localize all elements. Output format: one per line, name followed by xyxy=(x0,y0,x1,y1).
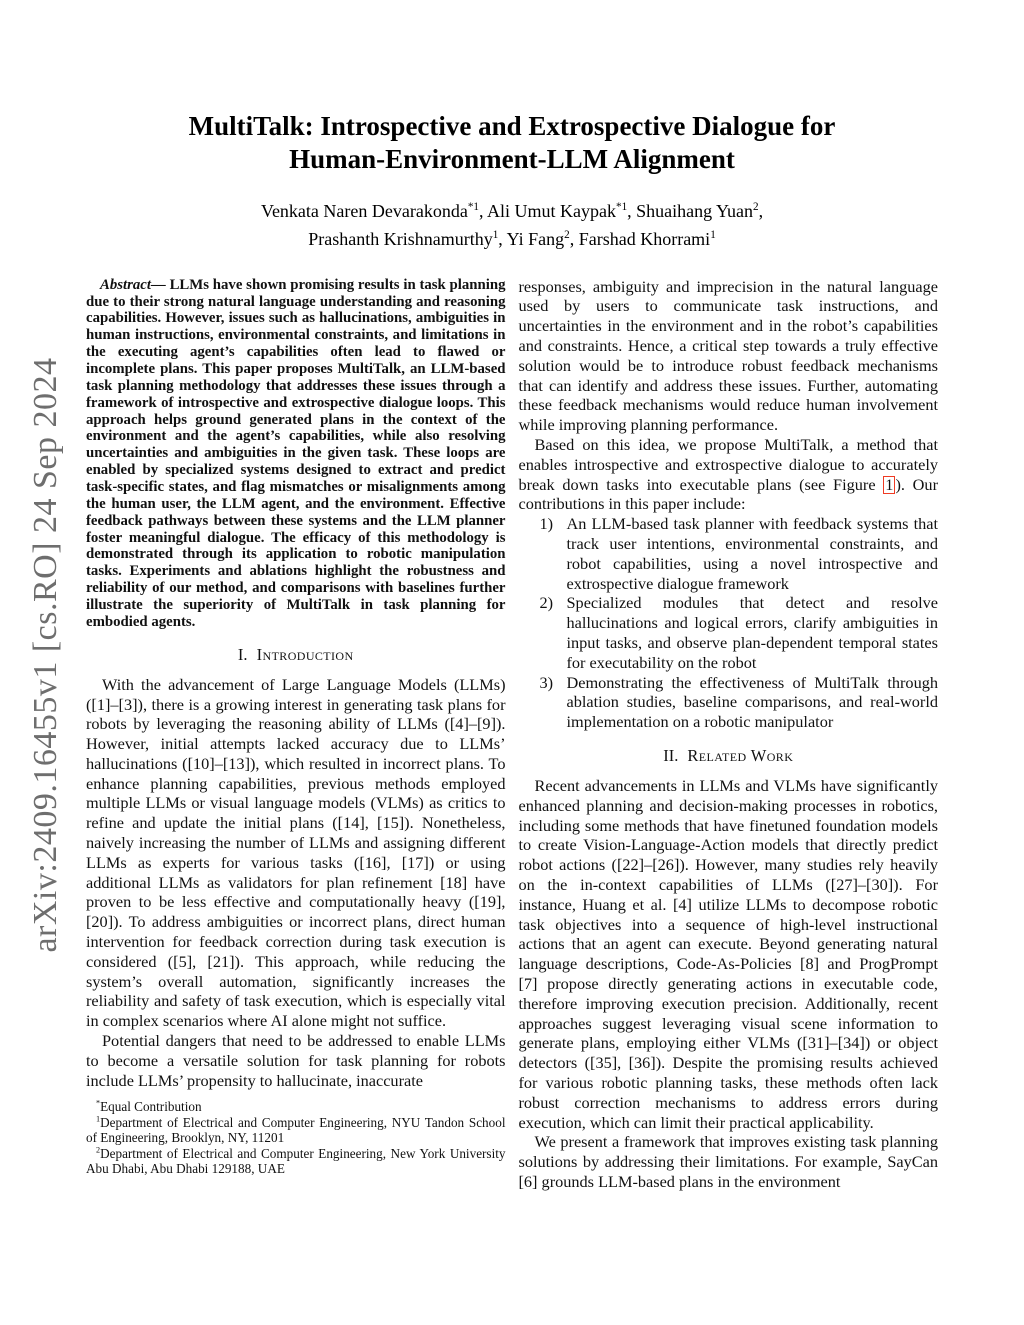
related-work-paragraph-2: We present a framework that improves existing task planning solutions by addressing their limitations. For example, SayCan [6] grounds LLM-based plans in the environment xyxy=(518,1132,938,1191)
author-name: Yi Fang xyxy=(506,228,565,249)
section-heading-introduction xyxy=(86,645,506,665)
abstract xyxy=(86,277,506,631)
author-name: Farshad Khorrami xyxy=(578,228,711,249)
author-name: Shuaihang Yuan xyxy=(636,200,753,221)
list-marker: 2) xyxy=(539,593,554,613)
abstract-text: LLMs have shown promising results in task planning due to their strong natural language understanding and reasoning capabilities. However, issues such as hallucinations, ambiguities in human instructions, environmental constraints, and limitations in the executing agent’s capabilities often lead to flawed or incomplete plans. This paper proposes MultiTalk, an LLM-based task planning methodology that addresses these issues through a framework of introspective and extrospective dialogue loops. This approach helps ground generated plans in the context of the environment and the agent’s capabilities, while also resolving uncertainties and ambiguities in the given task. These loops are enabled by specialized systems designed to extract and predict task-specific states, and flag mismatches or misalignments among the human user, the LLM agent, and the environment. Effective feedback pathways between these systems and the LLM planner foster meaningful dialogue. The efficacy of this methodology is demonstrated through its application to robotic manipulation tasks. Experiments and ablations highlight the robustness and reliability of our method, and comparisons with baselines further illustrate the superiority of MultiTalk in task planning for embodied agents. xyxy=(86,276,506,630)
author-superscript: 2 xyxy=(752,200,759,213)
author xyxy=(636,201,763,221)
intro-paragraph-2: Potential dangers that need to be addressed to enable LLMs to become a versatile solution for task planning for robots include LLMs’ propensity to hallucinate, inaccurate xyxy=(86,1031,506,1090)
author-superscript: *1 xyxy=(467,200,479,213)
paper-title-line-2: Human-Environment-LLM Alignment xyxy=(289,143,735,174)
author-separator: , xyxy=(498,228,507,249)
author-superscript: *1 xyxy=(616,200,628,213)
footnote-marker: 2 xyxy=(96,1145,101,1155)
intro-paragraph-1: With the advancement of Large Language Models (LLMs) ([1]–[3]), there is a growing interest in generating task plans for robots by leveraging the reasoning ability of LLMs ([4]–[9]). However, initial attempts lacked accuracy due to LLMs’ hallucinations ([10]–[13]), which resulted in incorrect plans. To enhance planning capabilities, previous methods employed multiple LLMs or visual language models (VLMs) as critics to refine and update the initial plans ([14], [15]). Nonetheless, naively increasing the number of LLMs and assigning different LLMs as experts for various tasks ([16], [17]) or using additional LLMs as validators for plan refinement [18] have proven to be less effective and computationally heavy ([19], [20]). To address ambiguities or incorrect plans, direct human intervention for feedback correction during task execution is considered ([5], [21]). This approach, while reducing the system’s overall automation, significantly increases the reliability and safety of task execution, which is especially vital in complex scenarios where AI alone might not suffice. xyxy=(86,674,506,1031)
paragraph-text: ). Our contributions in this paper include: xyxy=(518,474,938,514)
footnote-text: Department of Electrical and Computer Engineering, New York University Abu Dhabi, Abu Dhabi 129188, UAE xyxy=(86,1145,506,1177)
footnote-affiliation-2 xyxy=(86,1146,506,1177)
list-marker: 3) xyxy=(539,672,554,692)
list-item-text: Specialized modules that detect and resolve hallucinations and logical errors, clarify ambiguities in input tasks, and observe plan-dependent temporal states for executability on the robot xyxy=(566,593,938,672)
contribution-item-3 xyxy=(519,673,939,732)
continuation-paragraph: responses, ambiguity and imprecision in the natural language used by users to communicate task instructions, and uncertainties in the environment and in the robot’s capabilities and constraints. Hence, a critical step towards a truly effective solution would be to introduce robust feedback mechanisms that can identify and address these issues. Further, automating these feedback mechanisms would reduce human involvement while improving planning performance. xyxy=(518,276,938,435)
footnote-marker: * xyxy=(96,1099,101,1109)
contribution-list xyxy=(519,514,939,732)
section-heading-related-work xyxy=(519,746,939,766)
author-separator: , xyxy=(758,200,764,221)
footnote-text: Equal Contribution xyxy=(100,1099,202,1115)
footnotes-block xyxy=(86,1099,506,1176)
contribution-item-2 xyxy=(519,593,939,672)
author-separator: , xyxy=(479,200,488,221)
authors-block xyxy=(0,198,1024,254)
contribution-item-1 xyxy=(519,514,939,593)
paper-header xyxy=(0,0,1024,254)
author xyxy=(261,201,487,221)
contributions-intro-paragraph xyxy=(519,435,939,514)
footnote-affiliation-1 xyxy=(86,1115,506,1146)
author xyxy=(507,229,579,249)
figure-reference-link[interactable]: 1 xyxy=(885,474,894,494)
list-item-text: Demonstrating the effectiveness of MultiTalk through ablation studies, baseline comparisons, and real-world implementation on a robotic manipulator xyxy=(566,672,938,732)
section-number: I. xyxy=(237,644,248,664)
left-column xyxy=(86,277,506,1192)
abstract-label: Abstract— xyxy=(100,276,170,293)
author-separator: , xyxy=(627,200,637,221)
arxiv-watermark: arXiv:2409.16455v1 [cs.RO] 24 Sep 2024 xyxy=(27,357,64,953)
footnote-text: Department of Electrical and Computer Engineering, NYU Tandon School of Engineering, Brooklyn, NY, 11201 xyxy=(86,1114,506,1146)
footnote-equal-contribution xyxy=(86,1099,506,1114)
paper-title xyxy=(0,110,1024,176)
author-name: Prashanth Krishnamurthy xyxy=(308,228,493,249)
author xyxy=(579,229,716,249)
author-superscript: 1 xyxy=(492,228,499,241)
author-name: Ali Umut Kaypak xyxy=(487,200,616,221)
section-number: II. xyxy=(663,745,679,765)
right-column xyxy=(519,277,939,1192)
two-column-body xyxy=(0,277,1024,1192)
authors-line-1 xyxy=(0,198,1024,226)
author-superscript: 1 xyxy=(710,228,716,241)
section-title: Related Work xyxy=(687,745,794,765)
author xyxy=(308,229,506,249)
author-separator: , xyxy=(569,228,579,249)
list-marker: 1) xyxy=(539,514,554,534)
paragraph-text: Based on this idea, we propose MultiTalk, a method that enables introspective and extrospective dialogue to accurately break down tasks into executable plans (see Figure xyxy=(518,435,938,494)
author-name: Venkata Naren Devarakonda xyxy=(260,200,468,221)
authors-line-2 xyxy=(0,226,1024,254)
paper-title-line-1: MultiTalk: Introspective and Extrospective Dialogue for xyxy=(188,111,836,141)
section-title: Introduction xyxy=(256,644,354,664)
footnote-marker: 1 xyxy=(96,1114,101,1124)
related-work-paragraph-1: Recent advancements in LLMs and VLMs have significantly enhanced planning and decision-making processes in robotics, including some methods that have finetuned foundation models to create Vision-Language-Action models that directly predict robot actions ([22]–[26]). However, many studies rely heavily on the in-context capabilities of LLMs ([27]–[30]). For instance, Huang et al. [4] utilize LLMs to decompose robotic task objectives into a sequence of high-level instructional actions that an agent can execute. Beyond generating natural language descriptions, Code-As-Policies [8] and ProgPrompt [7] propose directly generating actions in executable code, therefore improving execution precision. Additionally, recent approaches suggest leveraging visual scene information to generate plans, employing either VLMs ([31]–[34]) or object detectors ([35], [36]). Despite the promising results achieved for various robotic planning tasks, these methods often lack robust correction mechanisms to address errors during execution, which can limit their practical applicability. xyxy=(518,775,938,1132)
list-item-text: An LLM-based task planner with feedback systems that track user intentions, environmental constraints, and robot capabilities, using a novel introspective and extrospective dialogue framework xyxy=(566,514,938,593)
author xyxy=(487,201,636,221)
author-superscript: 2 xyxy=(564,228,570,241)
